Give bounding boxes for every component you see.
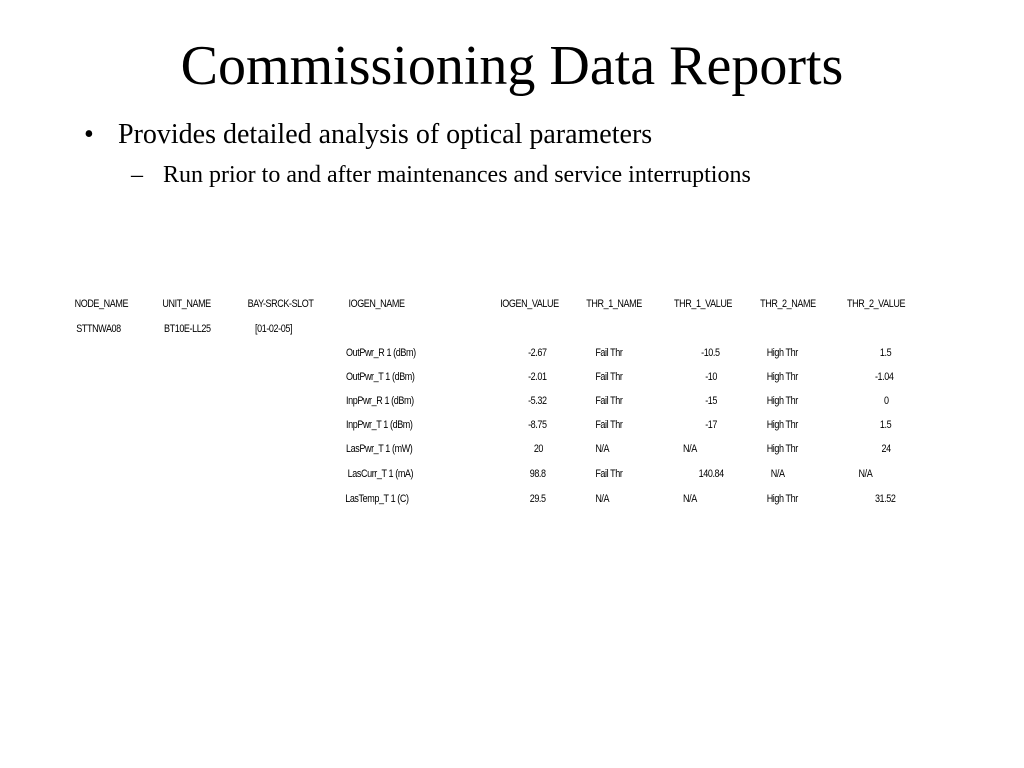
- slide-title: Commissioning Data Reports: [180, 35, 844, 97]
- bullet-text: Provides detailed analysis of optical parameters: [118, 119, 653, 150]
- iogen-value-cell: -2.01: [528, 371, 547, 383]
- iogen-value-cell: 98.8: [529, 468, 546, 480]
- thr-2-value-cell: 24: [881, 443, 891, 455]
- sub-bullet-text: Run prior to and after maintenances and service interruptions: [163, 162, 751, 188]
- iogen-name-cell: OutPwr_R 1 (dBm): [346, 347, 416, 359]
- thr-1-value-cell: -15: [705, 395, 718, 407]
- iogen-name-cell: LasCurr_T 1 (mA): [347, 468, 414, 480]
- thr-1-name-cell: Fail Thr: [595, 468, 623, 480]
- thr-1-value-cell: 140.84: [698, 468, 724, 480]
- header-node-name: NODE_NAME: [74, 298, 129, 310]
- bay-srck-slot-value: [01-02-05]: [255, 323, 293, 335]
- thr-2-name-cell: High Thr: [766, 419, 798, 431]
- thr-1-name-cell: Fail Thr: [595, 419, 623, 431]
- header-iogen-value: IOGEN_VALUE: [500, 298, 559, 310]
- thr-1-value-cell: -17: [705, 419, 718, 431]
- thr-2-value-cell: 1.5: [879, 347, 892, 359]
- iogen-name-cell: LasTemp_T 1 (C): [345, 493, 409, 505]
- thr-2-name-cell: N/A: [770, 468, 785, 480]
- iogen-name-cell: InpPwr_R 1 (dBm): [346, 395, 414, 407]
- thr-2-name-cell: High Thr: [766, 395, 798, 407]
- header-thr-1-value: THR_1_VALUE: [674, 298, 733, 310]
- header-thr-2-value: THR_2_VALUE: [847, 298, 906, 310]
- iogen-value-cell: 29.5: [529, 493, 546, 505]
- iogen-value-cell: 20: [533, 443, 544, 455]
- header-thr-2-name: THR_2_NAME: [760, 298, 816, 310]
- iogen-value-cell: -2.67: [528, 347, 547, 359]
- thr-2-value-cell: 31.52: [874, 493, 896, 505]
- thr-1-name-cell: Fail Thr: [595, 371, 623, 383]
- iogen-value-cell: -8.75: [528, 419, 547, 431]
- iogen-name-cell: OutPwr_T 1 (dBm): [346, 371, 415, 383]
- header-iogen-name: IOGEN_NAME: [348, 298, 405, 310]
- thr-2-name-cell: High Thr: [766, 443, 798, 455]
- bullet-mark: •: [84, 119, 94, 150]
- thr-1-value-cell: -10.5: [701, 347, 720, 359]
- thr-1-name-cell: Fail Thr: [595, 347, 623, 359]
- iogen-value-cell: -5.32: [528, 395, 547, 407]
- thr-2-name-cell: High Thr: [766, 371, 798, 383]
- iogen-name-cell: LasPwr_T 1 (mW): [346, 443, 413, 455]
- node-name-value: STTNWA08: [76, 323, 121, 335]
- thr-1-value-cell: N/A: [683, 493, 697, 505]
- thr-2-name-cell: High Thr: [766, 347, 798, 359]
- header-unit-name: UNIT_NAME: [162, 298, 211, 310]
- thr-1-name-cell: N/A: [595, 493, 610, 505]
- header-bay-srck-slot: BAY-SRCK-SLOT: [247, 298, 314, 310]
- thr-2-name-cell: High Thr: [766, 493, 798, 505]
- thr-1-name-cell: Fail Thr: [595, 395, 623, 407]
- thr-2-value-cell: 1.5: [879, 419, 892, 431]
- header-thr-1-name: THR_1_NAME: [586, 298, 642, 310]
- thr-1-value-cell: N/A: [683, 443, 697, 455]
- unit-name-value: BT10E-LL25: [164, 323, 211, 335]
- thr-2-value-cell: -1.04: [874, 371, 894, 383]
- thr-1-value-cell: -10: [705, 371, 718, 383]
- thr-1-name-cell: N/A: [595, 443, 610, 455]
- thr-2-value-cell: 0: [883, 395, 889, 407]
- iogen-name-cell: InpPwr_T 1 (dBm): [346, 419, 413, 431]
- thr-2-value-cell: N/A: [858, 468, 873, 480]
- sub-bullet-mark: –: [131, 162, 143, 188]
